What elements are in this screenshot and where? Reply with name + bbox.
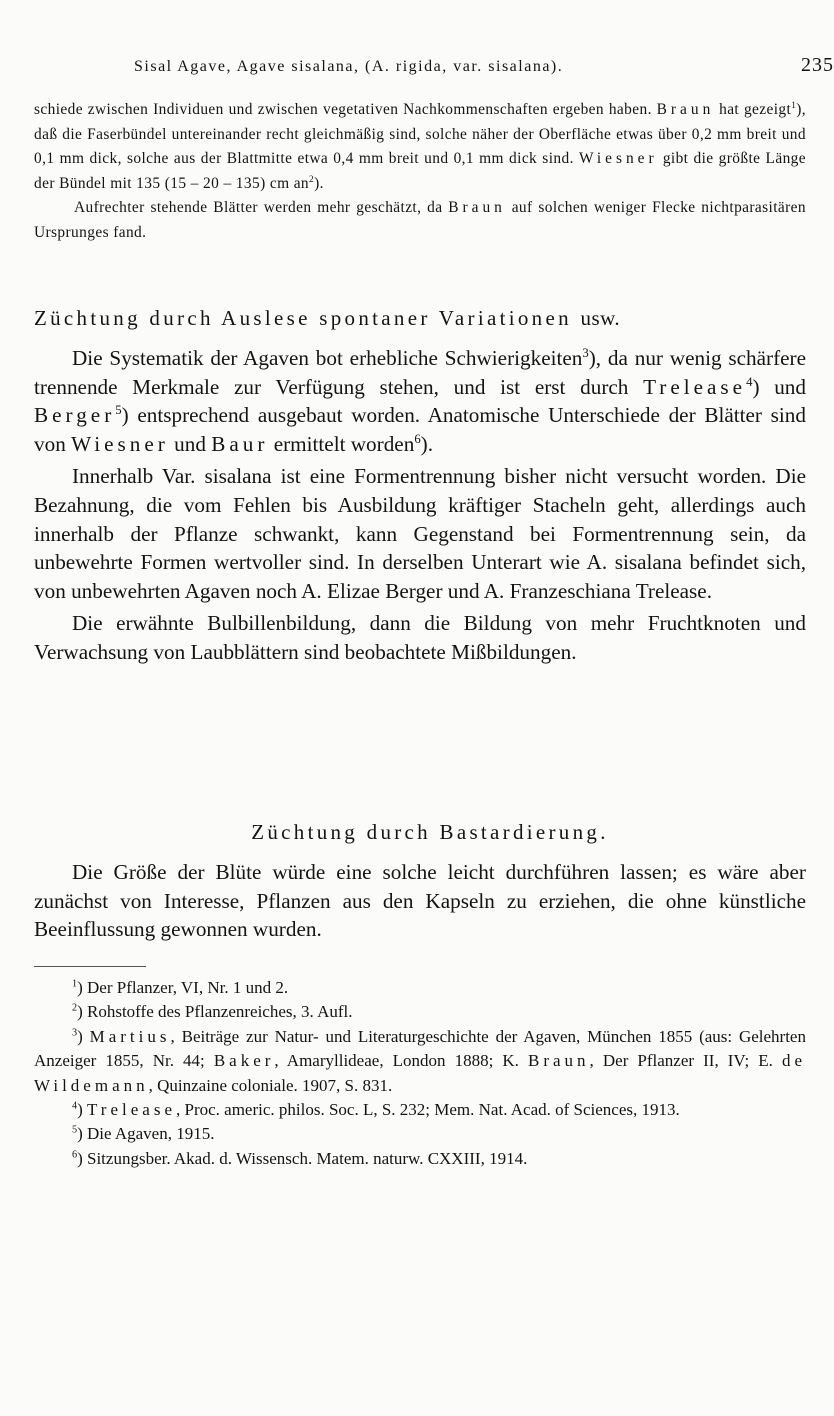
author-name: Trelease (643, 374, 747, 399)
paragraph: Die erwähnte Bulbillenbildung, dann die Bildung von mehr Fruchtknoten und Verwachsung von Laubblättern sind beobachtete Mißbildungen. (34, 611, 806, 664)
paragraph: Innerhalb Var. sisalana ist eine Formentrennung bisher nicht versucht worden. Die Bezahnung, die vom Fehlen bis Ausbildung kräftiger Stacheln geht, allerdings auch innerhalb der Pflanze schwankt, kann Gegenstand bei Formentrennung sein, da unbewehrte Formen wertvoller sind. In derselben Unterart wie A. sisalana befindet sich, von unbewehrten Agaven noch A. Elizae Berger und A. Franzeschiana Trelease. (34, 464, 806, 603)
footnote-ref: 1 (791, 99, 797, 110)
footnote-rule (34, 966, 146, 967)
footnotes (34, 976, 806, 1171)
footnote-2: $^2$) Rohstoffe des Pflanzenreiches, 3. Aufl. (72, 1002, 353, 1022)
footnote-4: $^4$) Trelease, Proc. americ. philos. Soc. L, S. 232; Mem. Nat. Acad. of Sciences, 1913. (72, 1100, 680, 1120)
intro-paragraph-1: schiede zwischen Individuen und zwischen vegetativen Nachkommenschaften ergeben haben. Braun hat gezeigt$^1$), daß die Faserbündel untereinander recht gleichmäßig sind, solche näher der Oberfläche etwas über 0,2 mm breit und 0,1 mm dick, solche aus der Blattmitte etwa 0,4 mm breit und 0,1 mm dick sind. Wiesner gibt die größte Länge der Bündel mit 135 (15 – 20 – 135) cm $an^2$). (34, 99, 806, 192)
section-hybridization-body (34, 858, 806, 944)
running-header (134, 54, 834, 76)
author-name: Baker (213, 1051, 275, 1071)
author-name: Berger (34, 403, 116, 428)
page-number: 235 (801, 54, 834, 76)
footnote-ref: 6 (414, 431, 421, 446)
author-name: Braun (528, 1051, 590, 1071)
footnote-3: $^3$) Martius, Beiträge zur Natur- und Literaturgeschichte der Agaven, München 1855 (aus: Gelehrten Anzeiger 1855, Nr. 44; Baker, Amaryllideae, London 1888; K. Braun, Der Pflanzer II, IV; E. de Wildemann, Quinzaine coloniale. 1907, S. 831. (34, 1026, 807, 1095)
author-name: de Wildemann (34, 1051, 807, 1095)
section-selection-body (34, 344, 806, 667)
section-heading-hybridization: Züchtung durch Bastardierung. (251, 820, 609, 844)
footnote-5: $^5$) Die Agaven, 1915. (72, 1124, 215, 1144)
author-name: Braun (656, 101, 715, 118)
author-name: Trelease (87, 1100, 176, 1120)
footnote-ref: 5 (115, 403, 122, 418)
running-title: Sisal Agave, Agave sisalana, (A. rigida, var. sisalana). (134, 58, 564, 75)
author-name: Baur (211, 431, 269, 456)
author-name: Wiesner (71, 431, 169, 456)
author-name: Braun (448, 199, 506, 217)
footnote-ref: 4 (746, 374, 753, 389)
footnote-ref: 2 (309, 173, 315, 184)
intro-paragraph-2: Aufrechter stehende Blätter werden mehr geschätzt, da Braun auf solchen weniger Flecke nichtparasitären Ursprunges fand. (34, 199, 806, 241)
paragraph: Die Systematik der Agaven bot erhebliche Schwierigkeiten$^3$), da nur wenig schärfere trennende Merkmale zur Verfügung stehen, und ist erst durch Trelease$^4$) und Berger$^5$) entsprechend ausgebaut worden. Anatomische Unterschiede der Blätter sind von Wiesner und Baur ermittelt worden$^6$). (34, 345, 806, 456)
footnote-6: $^6$) Sitzungsber. Akad. d. Wissensch. Matem. naturw. CXXIII, 1914. (72, 1148, 528, 1168)
paragraph: Die Größe der Blüte würde eine solche leicht durchführen lassen; es wäre aber zunächst von Interesse, Pflanzen aus den Kapseln zu erziehen, die ohne künstliche Beeinflussung gewonnen wurden. (34, 860, 806, 942)
section-heading-selection: Züchtung durch Auslese spontaner Variationen usw. (34, 306, 621, 330)
author-name: Wiesner (578, 150, 658, 168)
footnote-ref: 3 (582, 345, 589, 360)
author-name: Martius (89, 1026, 171, 1046)
intro-text (34, 98, 806, 246)
footnote-1: $^1$) Der Pflanzer, VI, Nr. 1 und 2. (72, 978, 289, 997)
